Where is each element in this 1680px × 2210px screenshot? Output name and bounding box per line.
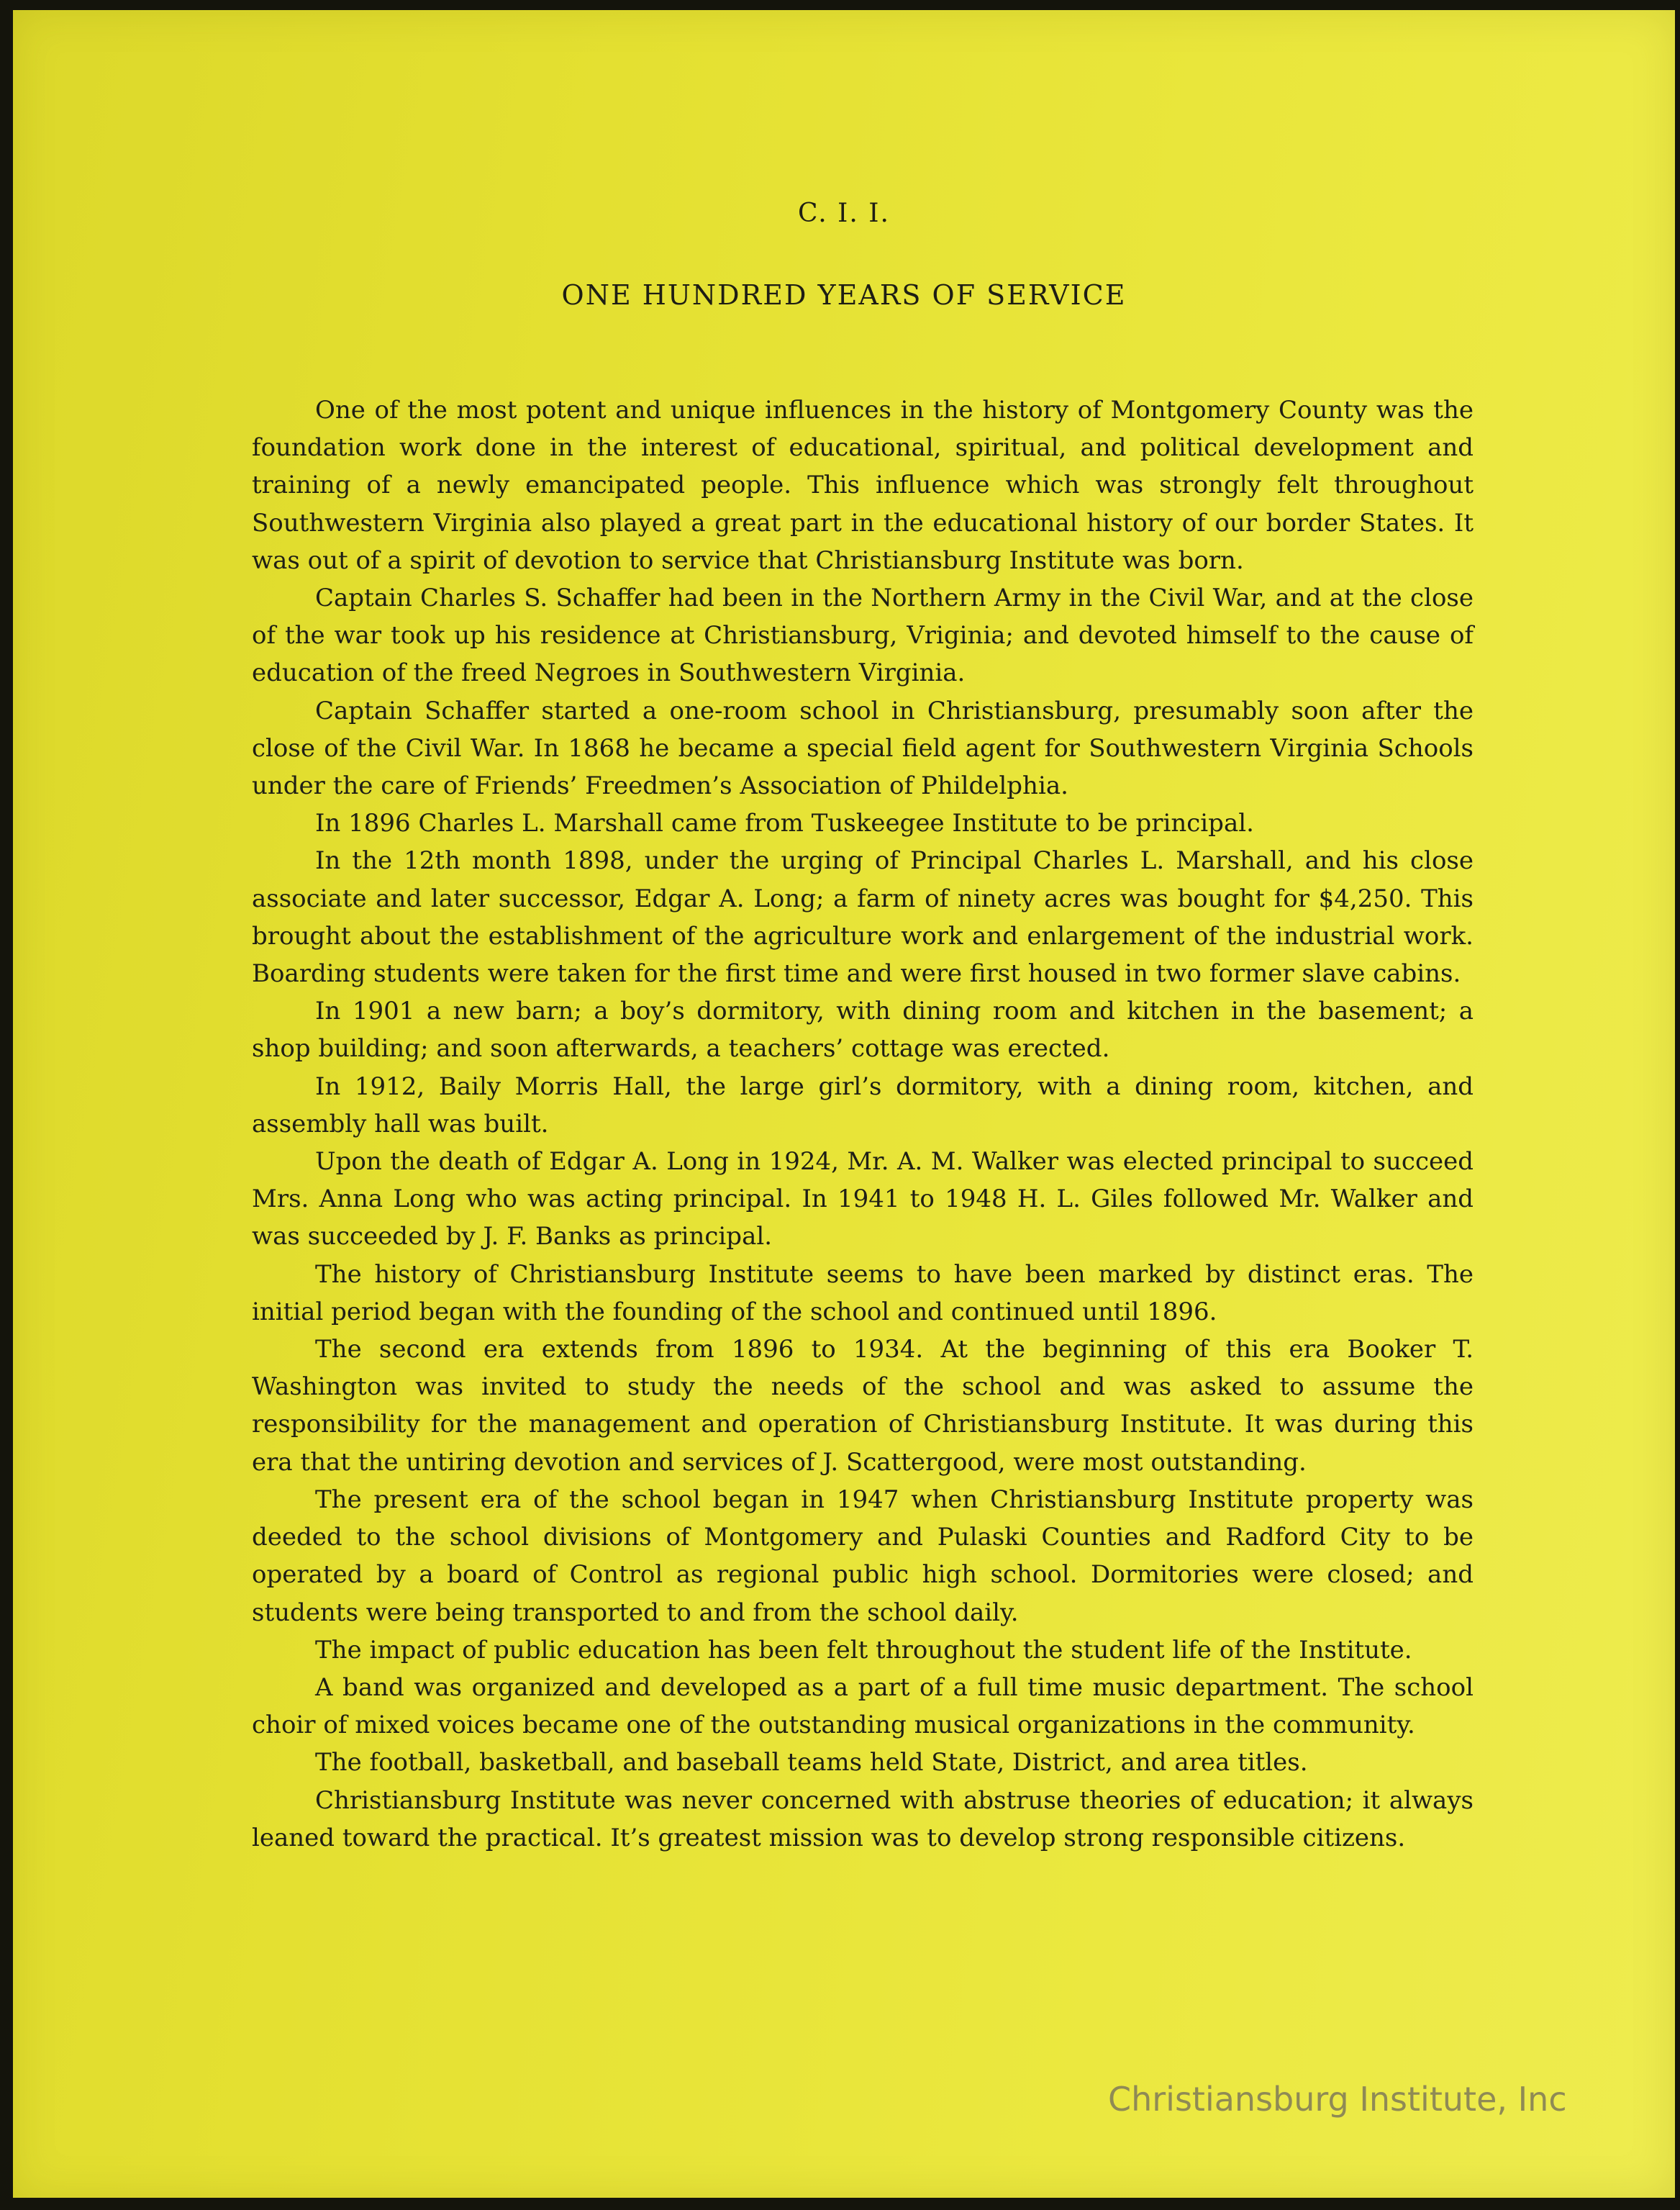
paragraph: The second era extends from 1896 to 1934. At the beginning of this era Booker T. Washington was invited to study the needs of the school and was asked to assume the responsibility for the management and operation of Christiansburg Institute. It was during this era that the untiring devotion and services of J. Scattergood, were most outstanding. (252, 1335, 1474, 1477)
paragraph: Christiansburg Institute was never concerned with abstruse theories of education; it always leaned toward the practical. It’s greatest mission was to develop strong responsible citizens. (252, 1785, 1474, 1852)
paragraph: The impact of public education has been felt throughout the student life of the Institute. (315, 1635, 1412, 1665)
paragraph: The football, basketball, and baseball teams held State, District, and area titles. (315, 1748, 1308, 1777)
paragraph: One of the most potent and unique influences in the history of Montgomery County was the foundation work done in the interest of educational, spiritual, and political development and training of a newly emancipated people. This influence which was strongly felt throughout Southwestern Virginia also played a great part in the educational history of our border States. It was out of a spirit of devotion to service that Christiansburg Institute was born. (252, 396, 1474, 575)
document-page (13, 10, 1675, 2198)
document-title: ONE HUNDRED YEARS OF SERVICE (561, 279, 1127, 311)
paragraph: Captain Charles S. Schaffer had been in the Northern Army in the Civil War, and at the close of the war took up his residence at Christiansburg, Vriginia; and devoted himself to the cause of education of the freed Negroes in Southwestern Virginia. (252, 584, 1474, 688)
document-body (252, 391, 1474, 1857)
paragraph: In 1901 a new barn; a boy’s dormitory, with dining room and kitchen in the basement; a shop building; and soon afterwards, a teachers’ cottage was erected. (252, 997, 1474, 1064)
watermark: Christiansburg Institute, Inc (1108, 2080, 1567, 2119)
paragraph: In 1912, Baily Morris Hall, the large girl’s dormitory, with a dining room, kitchen, and assembly hall was built. (252, 1072, 1474, 1138)
paragraph: In the 12th month 1898, under the urging of Principal Charles L. Marshall, and his close associate and later successor, Edgar A. Long; a farm of ninety acres was bought for $4,250. This brought about the establishment of the agriculture work and enlargement of the industrial work. Boarding students were taken for the first time and were first housed in two former slave cabins. (252, 846, 1474, 989)
paragraph: The present era of the school began in 1947 when Christiansburg Institute property was deeded to the school divisions of Montgomery and Pulaski Counties and Radford City to be operated by a board of Control as regional public high school. Dormitories were closed; and students were being transported to and from the school daily. (252, 1485, 1474, 1627)
paragraph: A band was organized and developed as a part of a full time music department. The school choir of mixed voices became one of the outstanding musical organizations in the community. (252, 1672, 1474, 1740)
paragraph: Upon the death of Edgar A. Long in 1924, Mr. A. M. Walker was elected principal to succeed Mrs. Anna Long who was acting principal. In 1941 to 1948 H. L. Giles followed Mr. Walker and was succeeded by J. F. Banks as principal. (252, 1147, 1474, 1251)
paragraph: Captain Schaffer started a one-room school in Christiansburg, presumably soon after the close of the Civil War. In 1868 he became a special field agent for Southwestern Virginia Schools under the care of Friends’ Freedmen’s Association of Phildelphia. (252, 696, 1474, 801)
paragraph: The history of Christiansburg Institute seems to have been marked by distinct eras. The initial period began with the founding of the school and continued until 1896. (252, 1259, 1474, 1326)
paragraph: In 1896 Charles L. Marshall came from Tuskeegee Institute to be principal. (315, 809, 1254, 838)
document-header: C. I. I. (798, 199, 890, 228)
